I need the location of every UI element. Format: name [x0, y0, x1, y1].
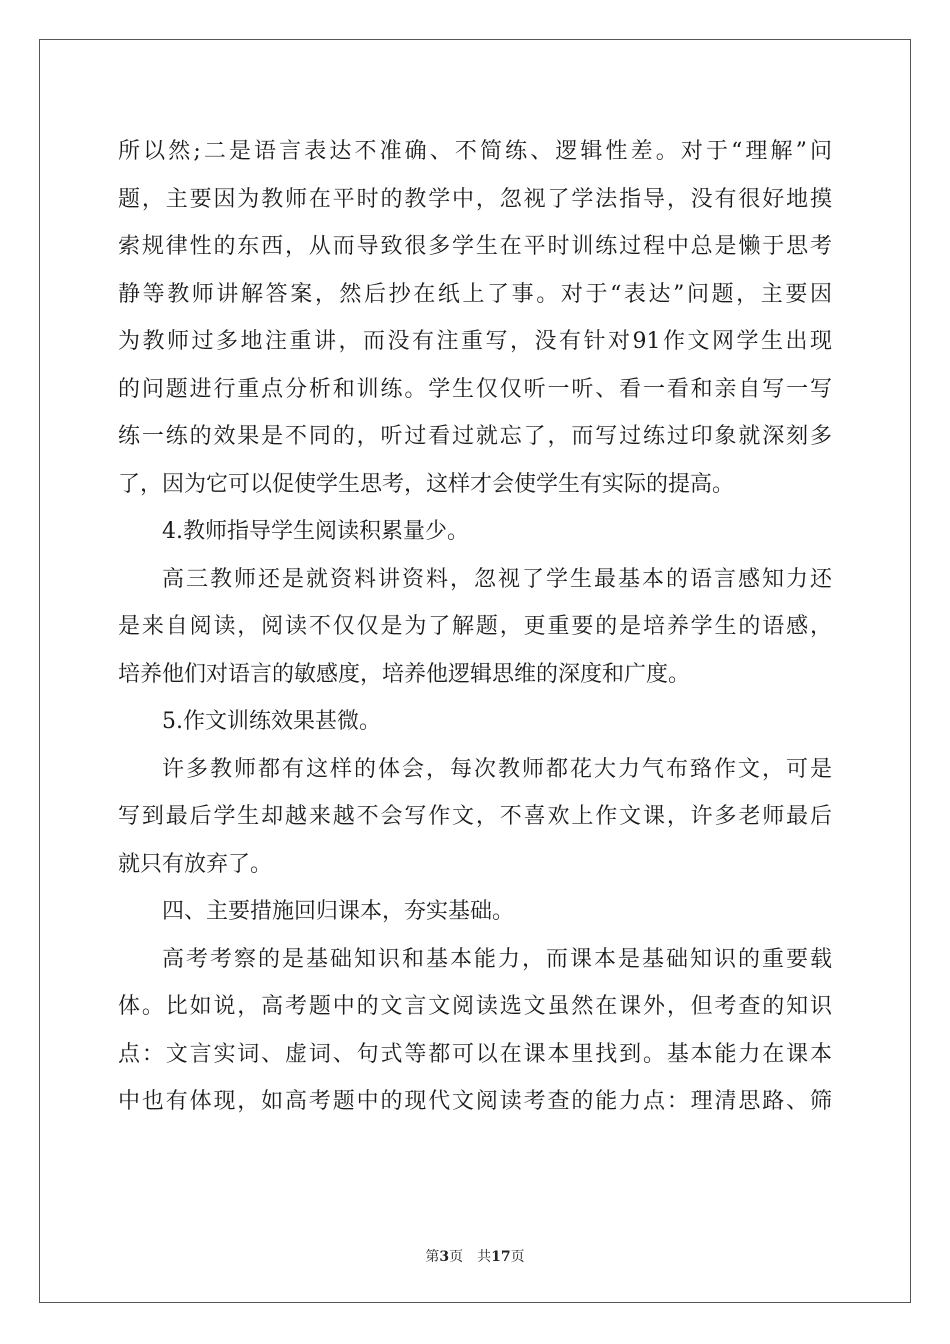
page-label-suffix: 页 — [449, 1249, 464, 1265]
text-line: 练一练的效果是不同的，听过看过就忘了，而写过练过印象就深刻多 — [118, 424, 832, 449]
text-line: 高三教师还是就资料讲资料，忽视了学生最基本的语言感知力还 — [162, 566, 832, 592]
text-line: 写到最后学生却越来越不会写作文，不喜欢上作文课，许多老师最后 — [118, 804, 832, 829]
text-line: 为教师过多地注重讲，而没有注重写，没有针对91作文网学生出现 — [118, 329, 832, 354]
text-line: 培养他们对语言的敏感度，培养他逻辑思维的深度和广度。 — [118, 661, 691, 687]
section-heading: 4.教师指导学生阅读积累量少。 — [162, 519, 469, 544]
text-line: 就只有放弃了。 — [118, 851, 273, 877]
text-line: 索规律性的东西，从而导致很多学生在平时训练过程中总是懒于思考 — [118, 234, 832, 259]
text-line: 许多教师都有这样的体会，每次教师都花大力气布臵作文，可是 — [162, 756, 832, 782]
text-line: 所以然;二是语言表达不准确、不简练、逻辑性差。对于“理解”问 — [118, 139, 832, 164]
total-pages: 17 — [491, 1249, 511, 1265]
total-label-prefix: 共 — [477, 1249, 492, 1265]
text-line: 题，主要因为教师在平时的教学中，忽视了学法指导，没有很好地摸 — [118, 186, 832, 212]
page-footer — [0, 1246, 950, 1266]
text-line: 体。比如说，高考题中的文言文阅读选文虽然在课外，但考查的知识 — [118, 994, 832, 1019]
section-heading: 四、主要措施回归课本，夯实基础。 — [162, 899, 515, 924]
page-label-prefix: 第 — [425, 1249, 440, 1265]
section-heading: 5.作文训练效果甚微。 — [162, 709, 381, 734]
text-line: 中也有体现，如高考题中的现代文阅读考查的能力点：理清思路、筛 — [118, 1089, 832, 1114]
text-line: 是来自阅读，阅读不仅仅是为了解题，更重要的是培养学生的语感， — [118, 614, 832, 639]
text-line: 的问题进行重点分析和训练。学生仅仅听一听、看一看和亲自写一写 — [118, 376, 832, 402]
text-line: 点：文言实词、虚词、句式等都可以在课本里找到。基本能力在课本 — [118, 1041, 832, 1067]
total-label-suffix: 页 — [510, 1249, 525, 1265]
text-line: 了，因为它可以促使学生思考，这样才会使学生有实际的提高。 — [118, 471, 735, 497]
text-line: 高考考察的是基础知识和基本能力，而课本是基础知识的重要载 — [162, 946, 832, 972]
document-body — [118, 128, 832, 1126]
text-line: 静等教师讲解答案，然后抄在纸上了事。对于“表达”问题，主要因 — [118, 281, 832, 307]
page-number: 3 — [439, 1249, 450, 1265]
